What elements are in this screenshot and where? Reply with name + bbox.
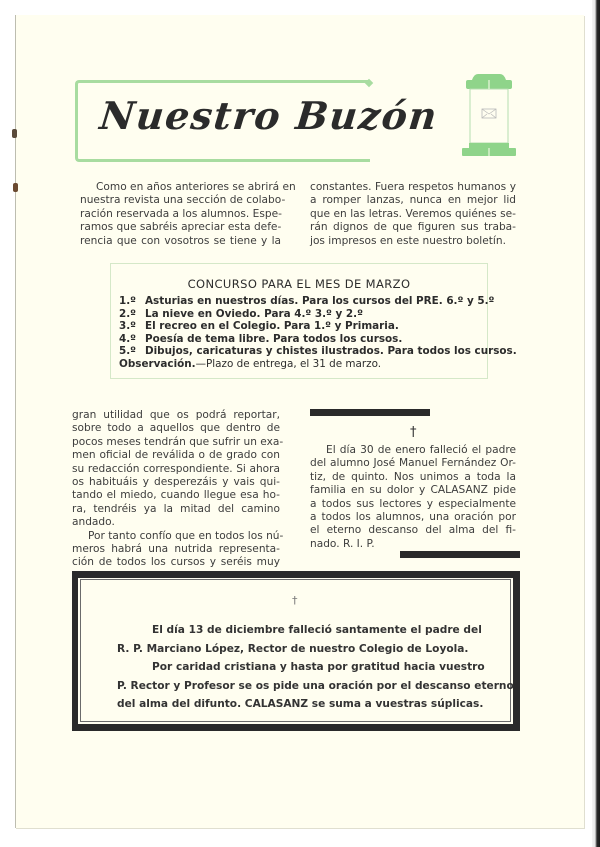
page-title: Nuestro Buzón (97, 93, 441, 138)
text-line: a todos sus lectores y especialmente (310, 497, 516, 510)
contest-title: CONCURSO PARA EL MES DE MARZO (187, 277, 411, 291)
text-line: familia en su dolor y CALASANZ pide (310, 484, 516, 497)
contest-item: 5.º Dibujos, caricaturas y chistes ilustrados. Para todos los cursos. (119, 345, 517, 358)
text-line: ra, tendréis ya la mitad del camino (72, 502, 280, 515)
mourning-rule-bottom (400, 551, 520, 558)
contest-item: 4.º Poesía de tema libre. Para todos los cursos. (119, 332, 403, 345)
mailbox-icon (458, 72, 520, 158)
text-line: ramos que sabréis apreciar esta defe- (80, 221, 282, 234)
obituary-2 (117, 621, 514, 714)
text-line: jos impresos en este nuestro boletín. (310, 234, 506, 247)
text-line: men oficial de reválida o de grado con (72, 449, 280, 462)
continuation-column (72, 409, 284, 570)
obituary-1 (310, 444, 516, 551)
binding-mark (12, 129, 17, 138)
cross-icon: † (292, 594, 298, 607)
text-line: meros habrá una nutrida representa- (72, 543, 280, 556)
text-line: ración reservada a los alumnos. Espe- (80, 207, 282, 220)
intro-right-column (310, 181, 516, 248)
text-line: andado. (72, 516, 115, 529)
text-line: su redacción correspondiente. Si ahora (72, 462, 280, 475)
text-line: a romper lanzas, nunca en mejor lid (310, 194, 516, 207)
cross-icon: † (410, 425, 417, 440)
text-line: pocos meses tendrán que sufrir un exa- (72, 435, 284, 448)
text-line: tiz, de quinto. Nos unimos a toda la (310, 470, 516, 483)
contest-item: 1.º Asturias en nuestros días. Para los cursos del PRE. 6.º y 5.º (119, 295, 495, 307)
text-line: El día 30 de enero falleció el padre (326, 444, 516, 456)
text-line: el eterno descanso del alma del fi- (310, 524, 516, 537)
text-line: ción de todos los cursos y seréis muy (72, 556, 280, 569)
text-line: Como en años anteriores se abrirá en (96, 181, 296, 193)
text-line: del alma del difunto. CALASANZ se suma a vuestras súplicas. (117, 698, 484, 710)
intro-left-column (80, 181, 296, 248)
text-line: rencia que con vosotros se tiene y la (80, 234, 281, 247)
contest-item: 2.º La nieve en Oviedo. Para 4.º 3.º y 2.º (119, 307, 363, 320)
contest-item: 3.º El recreo en el Colegio. Para 1.º y Primaria. (119, 320, 399, 333)
text-line: rán dignos de que figuren sus traba- (310, 221, 516, 234)
text-line: Por tanto confío que en todos los nú- (88, 529, 284, 542)
text-line: Por caridad cristiana y hasta por gratitud hacia vuestro (152, 661, 485, 673)
text-line: tando el miedo, cuando llegue esa ho- (72, 489, 280, 502)
text-line: R. P. Marciano López, Rector de nuestro Colegio de Loyola. (117, 642, 469, 655)
text-line: gran utilidad que os podrá reportar, (72, 409, 280, 421)
text-line: P. Rector y Profesor se os pide una oración por el descanso eterno (117, 679, 514, 692)
text-line: os habituáis y desperezáis y vais qui- (72, 476, 280, 489)
mourning-rule-top (310, 409, 430, 416)
contest-observation: Observación.—Plazo de entrega, el 31 de marzo. (119, 357, 382, 370)
text-line: a todos los alumnos, una oración por (310, 511, 516, 524)
text-line: que en las letras. Veremos quiénes se- (310, 207, 516, 220)
contest-box (110, 263, 517, 379)
scanner-edge (592, 0, 600, 847)
binding-mark (13, 183, 18, 192)
text-line: sobre todo a aquellos que dentro de (72, 422, 280, 435)
text-line: constantes. Fuera respetos humanos y (310, 181, 516, 193)
text-line: nado. R. I. P. (310, 537, 375, 550)
text-line: El día 13 de diciembre falleció santamente el padre del (152, 624, 482, 636)
text-line: nuestra revista una sección de colabo- (80, 194, 286, 207)
text-line: del alumno José Manuel Fernández Or- (310, 457, 516, 470)
